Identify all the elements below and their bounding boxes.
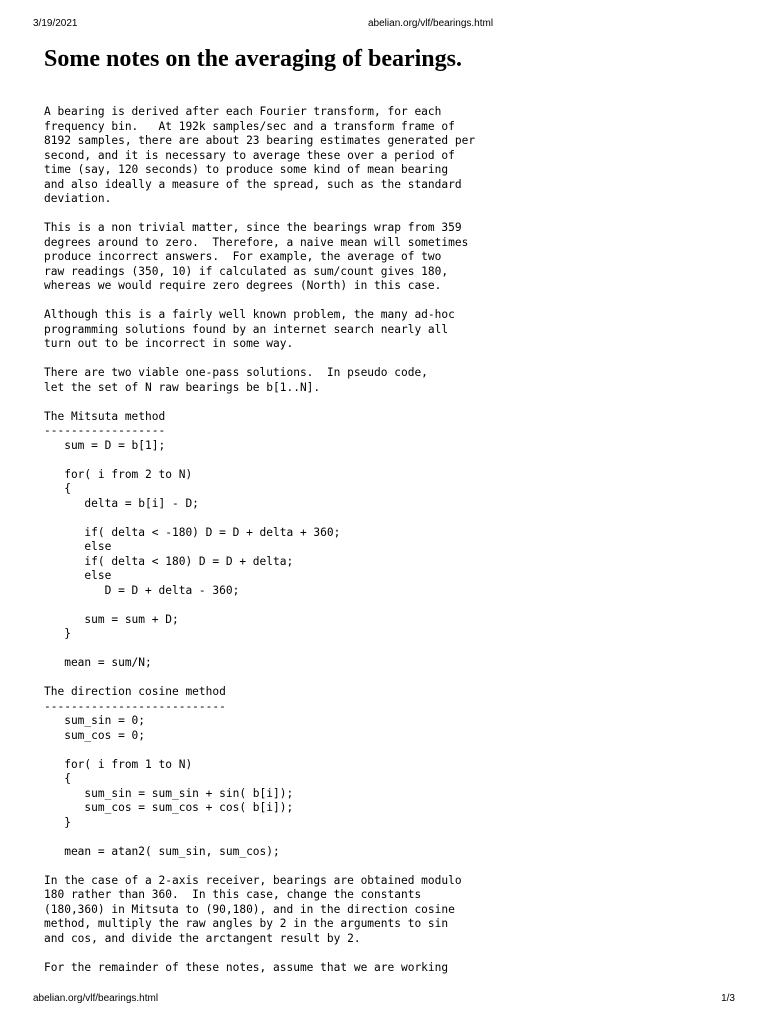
- text-line: if( delta < 180) D = D + delta;: [44, 554, 294, 568]
- text-line: {: [44, 482, 71, 495]
- text-line: The Mitsuta method: [44, 409, 166, 423]
- text-line: ---------------------------: [44, 699, 226, 713]
- text-line: sum_cos = 0;: [44, 728, 146, 742]
- print-header-url: abelian.org/vlf/bearings.html: [368, 18, 494, 29]
- text-line: sum = sum + D;: [44, 612, 179, 626]
- text-line: ------------------: [44, 424, 166, 437]
- text-line: sum_cos = sum_cos + cos( b[i]);: [44, 801, 294, 814]
- text-line: {: [44, 772, 71, 785]
- text-line: and cos, and divide the arctangent result by 2.: [44, 931, 361, 945]
- text-line: This is a non trivial matter, since the bearings wrap from 359: [44, 221, 462, 234]
- text-line: D = D + delta - 360;: [44, 583, 240, 597]
- text-line: produce incorrect answers. For example, the average of two: [44, 250, 442, 263]
- text-line: 8192 samples, there are about 23 bearing estimates generated per: [44, 134, 476, 147]
- text-line: for( i from 2 to N): [44, 467, 193, 481]
- text-line: whereas we would require zero degrees (North) in this case.: [44, 279, 442, 292]
- text-line: Although this is a fairly well known problem, the many ad-hoc: [44, 308, 455, 321]
- text-line: sum = D = b[1];: [44, 438, 166, 452]
- text-line: The direction cosine method: [44, 685, 226, 698]
- text-line: For the remainder of these notes, assume that we are working: [44, 960, 449, 974]
- text-line: }: [44, 815, 71, 829]
- text-line: and also ideally a measure of the spread, such as the standard: [44, 177, 462, 191]
- text-line: In the case of a 2-axis receiver, bearings are obtained modulo: [44, 873, 462, 887]
- text-line: raw readings (350, 10) if calculated as sum/count gives 180,: [44, 264, 449, 278]
- text-line: else: [44, 540, 112, 553]
- text-line: mean = atan2( sum_sin, sum_cos);: [44, 844, 280, 858]
- text-line: frequency bin. At 192k samples/sec and a transform frame of: [44, 119, 455, 133]
- text-line: for( i from 1 to N): [44, 757, 193, 771]
- text-line: turn out to be incorrect in some way.: [44, 337, 294, 350]
- text-line: programming solutions found by an internet search nearly all: [44, 322, 449, 336]
- text-line: sum_sin = 0;: [44, 714, 146, 727]
- text-line: second, and it is necessary to average these over a period of: [44, 148, 455, 162]
- text-line: deviation.: [44, 192, 112, 205]
- text-line: There are two viable one-pass solutions. In pseudo code,: [44, 366, 428, 379]
- text-line: if( delta < -180) D = D + delta + 360;: [44, 525, 341, 539]
- text-line: else: [44, 569, 112, 582]
- text-line: sum_sin = sum_sin + sin( b[i]);: [44, 786, 294, 800]
- text-line: 180 rather than 360. In this case, change the constants: [44, 888, 422, 901]
- text-line: let the set of N raw bearings be b[1..N].: [44, 380, 321, 394]
- print-header: [33, 18, 735, 32]
- text-line: degrees around to zero. Therefore, a naive mean will sometimes: [44, 235, 469, 249]
- text-line: time (say, 120 seconds) to produce some kind of mean bearing: [44, 163, 449, 176]
- text-line: }: [44, 627, 71, 640]
- print-footer: [33, 993, 735, 1007]
- document-body: [44, 105, 475, 975]
- text-line: (180,360) in Mitsuta to (90,180), and in the direction cosine: [44, 902, 455, 916]
- print-footer-url[interactable]: abelian.org/vlf/bearings.html: [33, 993, 159, 1004]
- text-line: mean = sum/N;: [44, 656, 152, 669]
- page-title: Some notes on the averaging of bearings.: [44, 46, 462, 72]
- print-date: 3/19/2021: [33, 18, 78, 29]
- text-line: method, multiply the raw angles by 2 in the arguments to sin: [44, 917, 449, 930]
- page-number: 1/3: [721, 993, 735, 1004]
- text-line: A bearing is derived after each Fourier transform, for each: [44, 105, 442, 118]
- text-line: delta = b[i] - D;: [44, 496, 199, 510]
